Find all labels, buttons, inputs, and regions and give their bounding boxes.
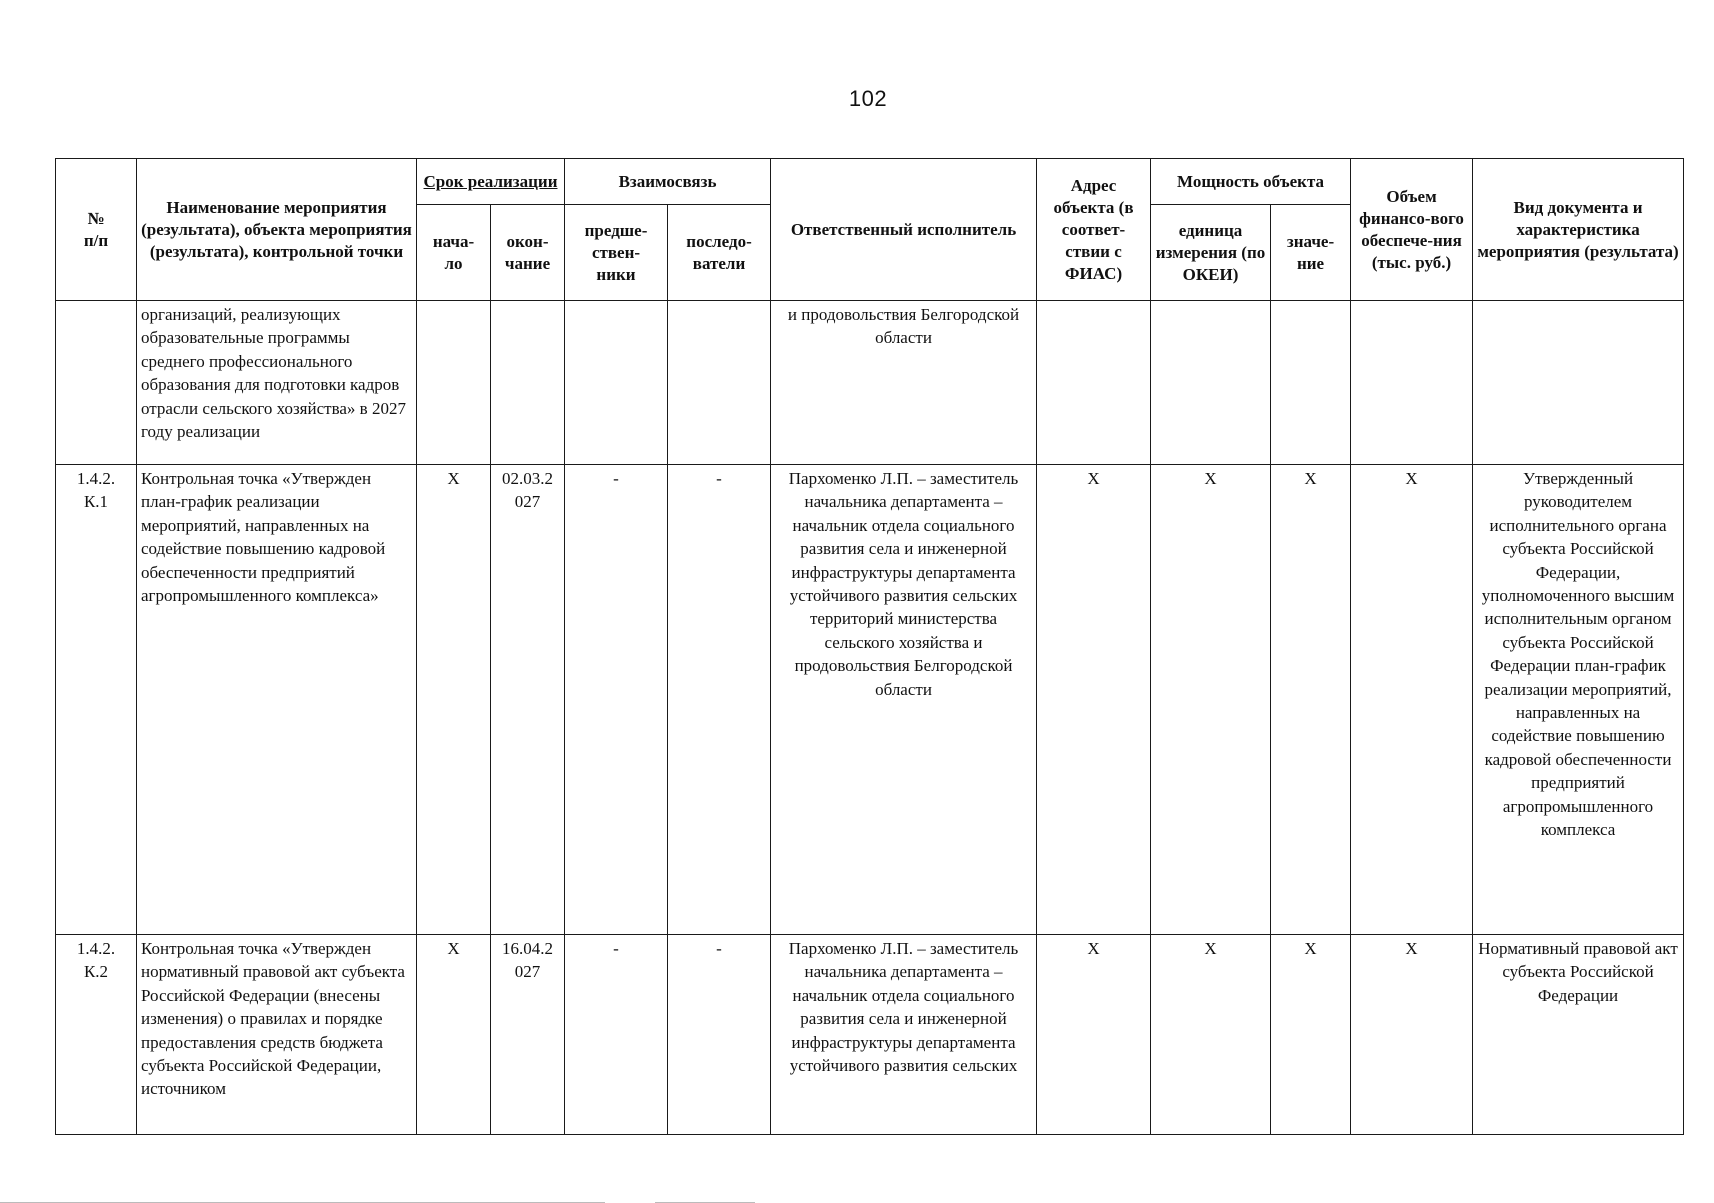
cell-responsible: Пархоменко Л.П. – заместитель начальника департамента – начальник отдела социального развития села и инженерной инфраструктуры департамента устойчивого развития сельских территорий министерства сельского хозяйства и продовольствия Белгородской области	[771, 465, 1037, 935]
header-capacity: Мощность объекта	[1151, 159, 1351, 205]
header-address: Адрес объекта (в соответ-ствии с ФИАС)	[1037, 159, 1151, 301]
cell-unit: X	[1151, 935, 1271, 1135]
header-responsible: Ответственный исполнитель	[771, 159, 1037, 301]
header-num: № п/п	[56, 159, 137, 301]
header-term: Срок реализации	[417, 159, 565, 205]
cell-end: 02.03.2 027	[491, 465, 565, 935]
cell-address: X	[1037, 465, 1151, 935]
cell-name: организаций, реализующих образовательные программы среднего профессионального образования для подготовки кадров отрасли сельского хозяйства» в 2027 году реализации	[137, 301, 417, 465]
cell-start: X	[417, 935, 491, 1135]
cell-name: Контрольная точка «Утвержден план-график реализации мероприятий, направленных на содействие повышению кадровой обеспеченности предприятий агропромышленного комплекса»	[137, 465, 417, 935]
cell-value: X	[1271, 935, 1351, 1135]
cell-value	[1271, 301, 1351, 465]
cell-next	[668, 301, 771, 465]
header-doc-type: Вид документа и характеристика мероприятия (результата)	[1473, 159, 1684, 301]
cell-responsible: и продовольствия Белгородской области	[771, 301, 1037, 465]
cell-end	[491, 301, 565, 465]
header-relation: Взаимосвязь	[565, 159, 771, 205]
cell-value: X	[1271, 465, 1351, 935]
page-number: 102	[848, 86, 888, 111]
cell-start	[417, 301, 491, 465]
cell-doc	[1473, 301, 1684, 465]
header-finance: Объем финансо-вого обеспече-ния (тыс. руб.)	[1351, 159, 1473, 301]
cell-num: 1.4.2. К.1	[56, 465, 137, 935]
cell-finance: X	[1351, 465, 1473, 935]
cell-num: 1.4.2. К.2	[56, 935, 137, 1135]
cell-finance: X	[1351, 935, 1473, 1135]
cell-address: X	[1037, 935, 1151, 1135]
header-rel-next: последо- ватели	[668, 205, 771, 301]
table-row	[56, 465, 1684, 935]
header-cap-unit: единица измерения (по ОКЕИ)	[1151, 205, 1271, 301]
cell-next: -	[668, 465, 771, 935]
cell-finance	[1351, 301, 1473, 465]
cell-start: X	[417, 465, 491, 935]
cell-doc: Нормативный правовой акт субъекта Российской Федерации	[1473, 935, 1684, 1135]
cell-unit: X	[1151, 465, 1271, 935]
cell-name: Контрольная точка «Утвержден нормативный правовой акт субъекта Российской Федерации (внесены изменения) о правилах и порядке предоставления средств бюджета субъекта Российской Федерации, источником	[137, 935, 417, 1135]
cell-prev: -	[565, 465, 668, 935]
cell-address	[1037, 301, 1151, 465]
header-term-end: окон- чание	[491, 205, 565, 301]
cell-end: 16.04.2 027	[491, 935, 565, 1135]
table-row	[56, 935, 1684, 1135]
cell-prev	[565, 301, 668, 465]
cell-unit	[1151, 301, 1271, 465]
header-rel-prev: предше- ствен- ники	[565, 205, 668, 301]
table-row	[56, 301, 1684, 465]
measures-table	[55, 158, 1684, 1135]
cell-prev: -	[565, 935, 668, 1135]
header-term-start: нача- ло	[417, 205, 491, 301]
cell-next: -	[668, 935, 771, 1135]
header-name: Наименование мероприятия (результата), объекта мероприятия (результата), контрольной точки	[137, 159, 417, 301]
cell-num	[56, 301, 137, 465]
header-cap-value: значе- ние	[1271, 205, 1351, 301]
cell-responsible: Пархоменко Л.П. – заместитель начальника департамента – начальник отдела социального развития села и инженерной инфраструктуры департамента устойчивого развития сельских	[771, 935, 1037, 1135]
cell-doc: Утвержденный руководителем исполнительного органа субъекта Российской Федерации, уполномоченного высшим исполнительным органом субъекта Российской Федерации план-график реализации мероприятий, направленных на содействие повышению кадровой обеспеченности предприятий агропромышленного комплекса	[1473, 465, 1684, 935]
